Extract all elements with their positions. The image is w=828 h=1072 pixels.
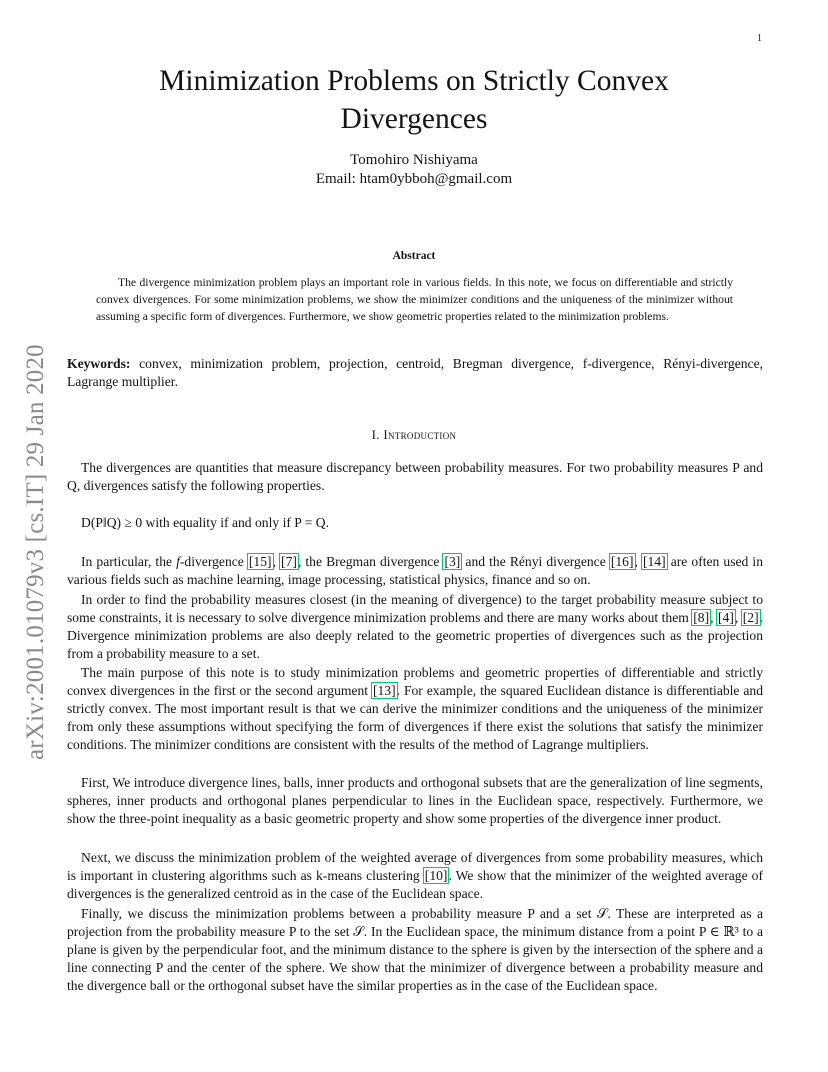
section-heading [0,427,828,443]
paragraph-2: In particular, the f-divergence [15], [7], the Bregman divergence [3] and the Rényi divergence [16], [14] are often used in various fields such as machine learning, image processing, statistical physics, finance and so on. [67,554,763,587]
keywords-label: Keywords: [67,356,131,371]
citation-link[interactable]: [7] [281,554,297,569]
paragraph-1: The divergences are quantities that measure discrepancy between probability measures. For two probability measures P and Q, divergences satisfy the following properties. [67,460,763,493]
citation-link[interactable]: [4] [718,610,734,625]
page-number: 1 [757,33,762,44]
paragraph-3: In order to find the probability measures closest (in the meaning of divergence) to the target probability measure subject to some constraints, it is necessary to solve divergence minimization problems and there are many works about them [8], [4], [2]. Divergence minimization problems are also deeply related to the geometric properties of divergences such as the projection from a probability measure to a set. [67,592,764,661]
citation-link[interactable]: [2] [742,610,759,625]
citation-link[interactable]: [16] [610,554,634,569]
keywords [67,355,763,391]
citation-link[interactable]: [8] [693,610,710,625]
arxiv-stamp: arXiv:2001.01079v3 [cs.IT] 29 Jan 2020 [22,344,49,760]
citation-link[interactable]: [3] [444,554,461,569]
paragraph-5: First, We introduce divergence lines, balls, inner products and orthogonal subsets that are the generalization of line segments, spheres, inner products and orthogonal planes perpendicular to lines in the Euclidean space, respectively. Furthermore, we show the three-point inequality as a basic geometric property and show some properties of the divergence inner product. [67,775,763,826]
abstract-text: The divergence minimization problem plays an important role in various fields. In this note, we focus on differentiable and strictly convex divergences. For some minimization problems, we show the minimizer conditions and the uniqueness of the minimizer without assuming a specific form of divergences. Furthermore, we show geometric properties related to the minimization problems. [96,276,733,323]
citation-link[interactable]: [13] [372,683,396,698]
citation-link[interactable]: [10] [424,868,448,883]
paper-title [0,62,828,138]
section-number: I. [371,427,380,442]
section-title: Introduction [383,427,457,442]
equation: D(P‖Q) ≥ 0 with equality if and only if P = Q. [81,515,329,530]
title-line-1: Minimization Problems on Strictly Convex [159,65,669,97]
paragraph-4: The main purpose of this note is to study minimization problems and geometric properties of differentiable and strictly convex divergences in the first or the second argument [13]. For example, the squared Euclidean distance is differentiable and strictly convex. The most important result is that we can derive the minimizer conditions and the uniqueness of the minimizer from only these assumptions without specifying the form of divergences if there exist the solutions that satisfy the minimizer conditions. The minimizer conditions are consistent with the results of the method of Lagrange multipliers. [67,665,763,752]
citation-link[interactable]: [14] [642,554,666,569]
paragraph-7: Finally, we discuss the minimization problems between a probability measure P and a set 𝒮. These are interpreted as a projection from the probability measure P to the set 𝒮. In the Euclidean space, the minimum distance from a point P ∈ ℝ³ to a plane is given by the perpendicular foot, and the minimum distance to the sphere is given by the intersection of the sphere and a line connecting P and the center of the sphere. We show that the minimizer of divergence between a probability measure and the divergence ball or the orthogonal subset have the similar properties as in the case of the Euclidean space. [67,906,763,993]
title-line-2: Divergences [340,103,488,135]
citation-link[interactable]: [15] [248,554,272,569]
author-name: Tomohiro Nishiyama [350,152,478,168]
paragraph-6: Next, we discuss the minimization problem of the weighted average of divergences from some probability measures, which is important in clustering algorithms such as k-means clustering [10]. We show that the minimizer of the weighted average of divergences is the generalized centroid as in the case of the Euclidean space. [67,850,763,901]
author-email: Email: htam0ybboh@gmail.com [315,171,513,187]
abstract-heading: Abstract [392,250,436,262]
keywords-text: convex, minimization problem, projection, centroid, Bregman divergence, f-divergence, Rényi-divergence, Lagrange multiplier. [67,356,763,389]
